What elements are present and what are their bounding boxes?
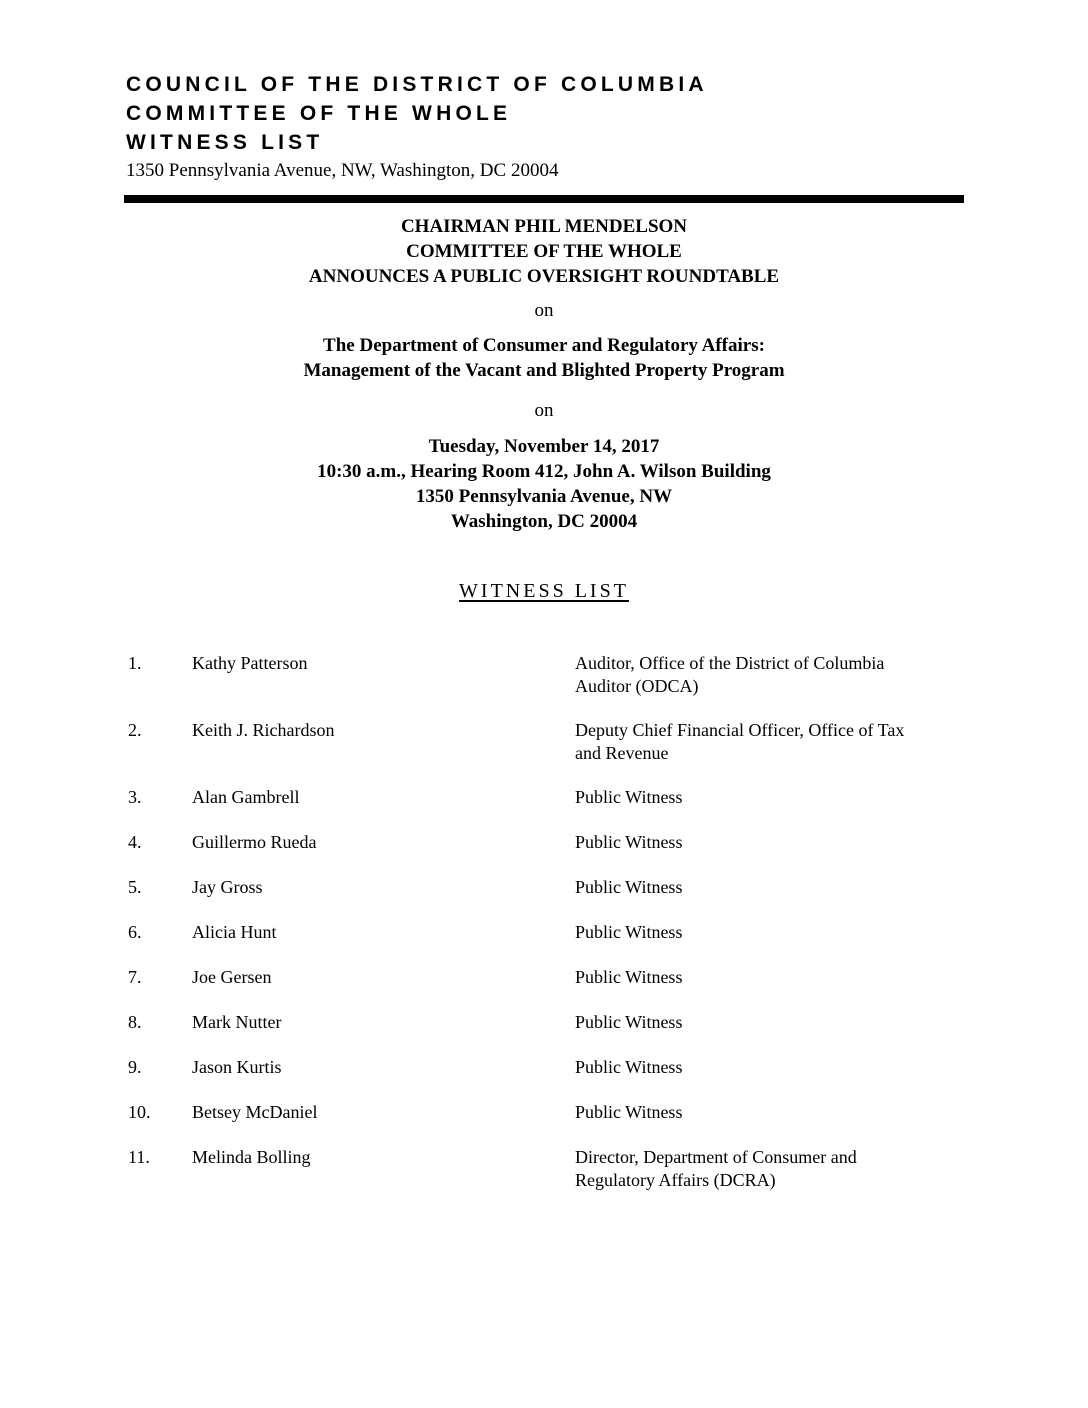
subject-line-2: Management of the Vacant and Blighted Property Program bbox=[303, 360, 785, 381]
hearing-details bbox=[0, 434, 1088, 534]
on-separator-2: on bbox=[534, 400, 554, 421]
witness-row bbox=[0, 831, 1088, 876]
witness-name: Alicia Hunt bbox=[192, 922, 277, 942]
witness-title: Public Witness bbox=[575, 787, 683, 807]
witness-title bbox=[575, 652, 955, 698]
witness-name: Kathy Patterson bbox=[192, 653, 308, 673]
witness-list-heading: WITNESS LIST bbox=[459, 580, 629, 602]
witness-number: 9. bbox=[128, 1057, 142, 1077]
document-type: WITNESS LIST bbox=[126, 131, 324, 154]
witness-name: Betsey McDaniel bbox=[192, 1102, 318, 1122]
witness-title-line-2: Auditor (ODCA) bbox=[575, 676, 699, 696]
witness-row bbox=[0, 1011, 1088, 1056]
witness-row bbox=[0, 1056, 1088, 1101]
witness-number: 10. bbox=[128, 1102, 151, 1122]
witness-title: Public Witness bbox=[575, 967, 683, 987]
witness-row bbox=[0, 1146, 1088, 1194]
witness-title: Public Witness bbox=[575, 877, 683, 897]
announcement-line-2: COMMITTEE OF THE WHOLE bbox=[406, 241, 682, 262]
announcement-line-3: ANNOUNCES A PUBLIC OVERSIGHT ROUNDTABLE bbox=[308, 266, 780, 287]
hearing-subject bbox=[0, 333, 1088, 383]
witness-title: Public Witness bbox=[575, 1057, 683, 1077]
witness-title: Public Witness bbox=[575, 1012, 683, 1032]
council-address: 1350 Pennsylvania Avenue, NW, Washington, DC 20004 bbox=[126, 160, 559, 181]
witness-row bbox=[0, 966, 1088, 1011]
witness-name: Mark Nutter bbox=[192, 1012, 282, 1032]
witness-number: 11. bbox=[128, 1147, 150, 1167]
witness-name: Alan Gambrell bbox=[192, 787, 300, 807]
witness-row bbox=[0, 1101, 1088, 1146]
witness-title-line-2: Regulatory Affairs (DCRA) bbox=[575, 1170, 776, 1190]
witness-name: Joe Gersen bbox=[192, 967, 272, 987]
witness-number: 4. bbox=[128, 832, 142, 852]
hearing-city: Washington, DC 20004 bbox=[450, 511, 638, 532]
witness-row bbox=[0, 652, 1088, 719]
committee-name: COMMITTEE OF THE WHOLE bbox=[126, 102, 512, 125]
witness-title: Public Witness bbox=[575, 922, 683, 942]
witness-number: 8. bbox=[128, 1012, 142, 1032]
witness-row bbox=[0, 719, 1088, 786]
hearing-street: 1350 Pennsylvania Avenue, NW bbox=[415, 486, 673, 507]
announcement-line-1: CHAIRMAN PHIL MENDELSON bbox=[400, 216, 688, 237]
witness-number: 2. bbox=[128, 720, 142, 740]
document-header bbox=[126, 70, 966, 183]
announcement bbox=[0, 214, 1088, 289]
witness-list-heading-wrap bbox=[0, 580, 1088, 603]
council-name: COUNCIL OF THE DISTRICT OF COLUMBIA bbox=[126, 73, 708, 96]
witness-list bbox=[0, 652, 1088, 1194]
witness-name: Guillermo Rueda bbox=[192, 832, 317, 852]
witness-name: Melinda Bolling bbox=[192, 1147, 311, 1167]
on-separator-1: on bbox=[534, 300, 554, 321]
hearing-time-location: 10:30 a.m., Hearing Room 412, John A. Wilson Building bbox=[317, 461, 771, 482]
witness-row bbox=[0, 921, 1088, 966]
witness-name: Jay Gross bbox=[192, 877, 263, 897]
witness-title-line-2: and Revenue bbox=[575, 743, 669, 763]
witness-title-line-1: Auditor, Office of the District of Columbia bbox=[575, 653, 885, 673]
witness-title-line-1: Deputy Chief Financial Officer, Office of Tax bbox=[575, 720, 905, 740]
witness-number: 7. bbox=[128, 967, 142, 987]
witness-number: 6. bbox=[128, 922, 142, 942]
witness-row bbox=[0, 876, 1088, 921]
witness-title bbox=[575, 1146, 955, 1192]
witness-row bbox=[0, 786, 1088, 831]
subject-line-1: The Department of Consumer and Regulatory Affairs: bbox=[323, 335, 765, 356]
witness-name: Jason Kurtis bbox=[192, 1057, 282, 1077]
header-divider bbox=[124, 195, 964, 203]
witness-name: Keith J. Richardson bbox=[192, 720, 335, 740]
witness-number: 1. bbox=[128, 653, 142, 673]
witness-title: Public Witness bbox=[575, 832, 683, 852]
witness-number: 5. bbox=[128, 877, 142, 897]
witness-title: Public Witness bbox=[575, 1102, 683, 1122]
witness-number: 3. bbox=[128, 787, 142, 807]
witness-title-line-1: Director, Department of Consumer and bbox=[575, 1147, 857, 1167]
witness-title bbox=[575, 719, 955, 765]
hearing-date: Tuesday, November 14, 2017 bbox=[428, 436, 660, 457]
